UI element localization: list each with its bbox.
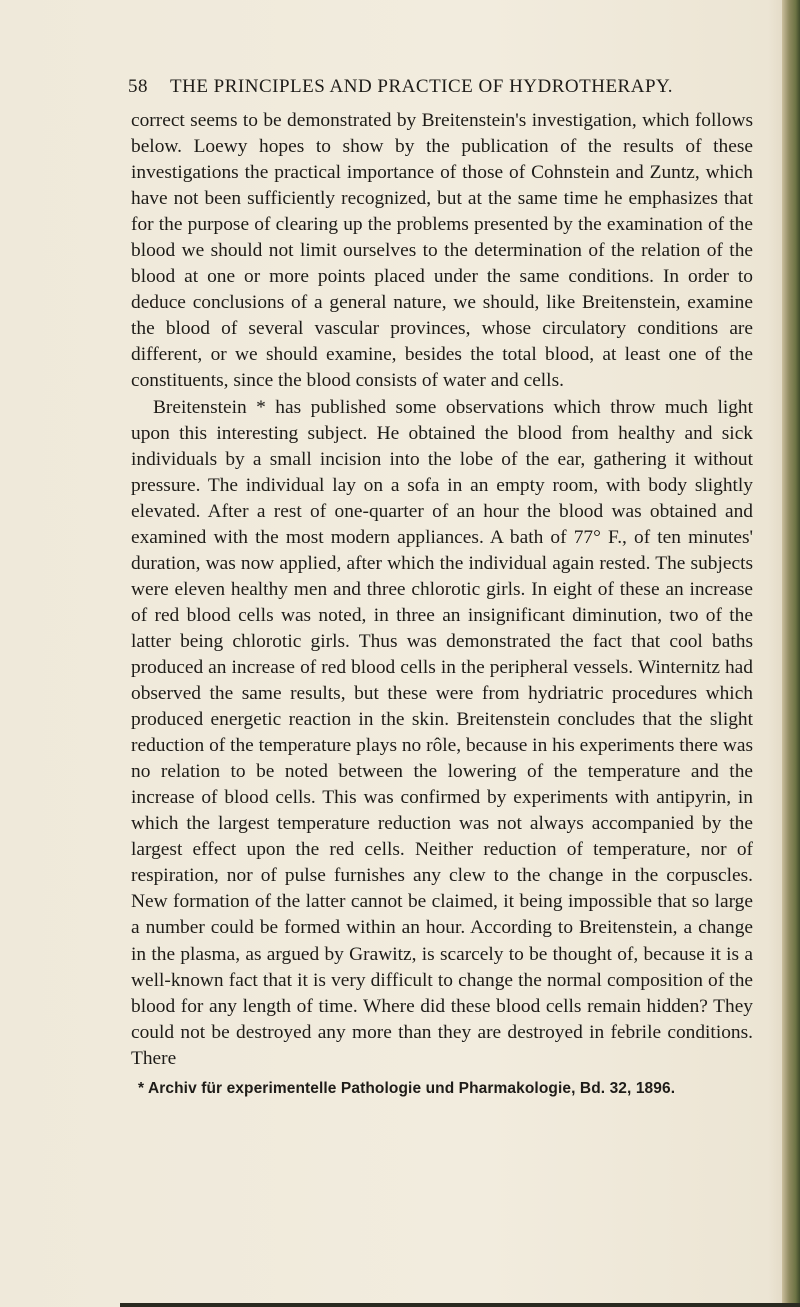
body-text xyxy=(131,108,753,1072)
page-edge-binding xyxy=(782,0,800,1307)
paragraph-breitenstein: Breitenstein * has published some observations which throw much light upon this interesting subject. He obtained the blood from healthy and sick individuals by a small incision into the lobe of the ear, gathering it without pressure. The individual lay on a sofa in an empty room, with body slightly elevated. After a rest of one-quarter of an hour the blood was obtained and examined with the most modern appliances. A bath of 77° F., of ten minutes' duration, was now applied, after which the individual again rested. The subjects were eleven healthy men and three chlorotic girls. In eight of these an increase of red blood cells was noted, in three an insignificant diminution, two of the latter being chlorotic girls. Thus was demonstrated the fact that cool baths produced an increase of red blood cells in the peripheral vessels. Winternitz had observed the same results, but these were from hydriatric procedures which produced energetic reaction in the skin. Breitenstein concludes that the slight reduction of the temperature plays no rôle, because in his experiments there was no relation to be noted between the lowering of the temperature and the increase of blood cells. This was confirmed by experiments with antipyrin, in which the largest temperature reduction was not always accompanied by the largest effect upon the red cells. Neither reduction of temperature, nor of respiration, nor of pulse furnishes any clew to the change in the corpuscles. New formation of the latter cannot be claimed, it being impossible that so large a number could be formed within an hour. According to Breitenstein, a change in the plasma, as argued by Grawitz, is scarcely to be thought of, because it is a well-known fact that it is very difficult to change the normal composition of the blood for any length of time. Where did these blood cells remain hidden? They could not be destroyed any more than they are destroyed in febrile conditions. There xyxy=(131,396,753,1069)
page-number: 58 xyxy=(128,76,148,97)
footnote: * Archiv für experimentelle Pathologie und Pharmakologie, Bd. 32, 1896. xyxy=(138,1080,676,1097)
bottom-edge-shadow xyxy=(120,1303,800,1307)
paragraph-continued: correct seems to be demonstrated by Breitenstein's investigation, which follows below. Loewy hopes to show by the publication of the results of these investigations the practical importance of those of Cohnstein and Zuntz, which have not been sufficiently recognized, but at the same time he emphasizes that for the purpose of clearing up the problems presented by the examination of the blood we should not limit ourselves to the determination of the relation of the blood at one or more points placed under the same conditions. In order to deduce conclusions of a general nature, we should, like Breitenstein, examine the blood of several vascular provinces, whose circulatory conditions are different, or we should examine, besides the total blood, at least one of the constituents, since the blood consists of water and cells. xyxy=(131,110,753,392)
running-title: THE PRINCIPLES AND PRACTICE OF HYDROTHERAPY. xyxy=(170,76,674,97)
running-header xyxy=(128,76,748,98)
